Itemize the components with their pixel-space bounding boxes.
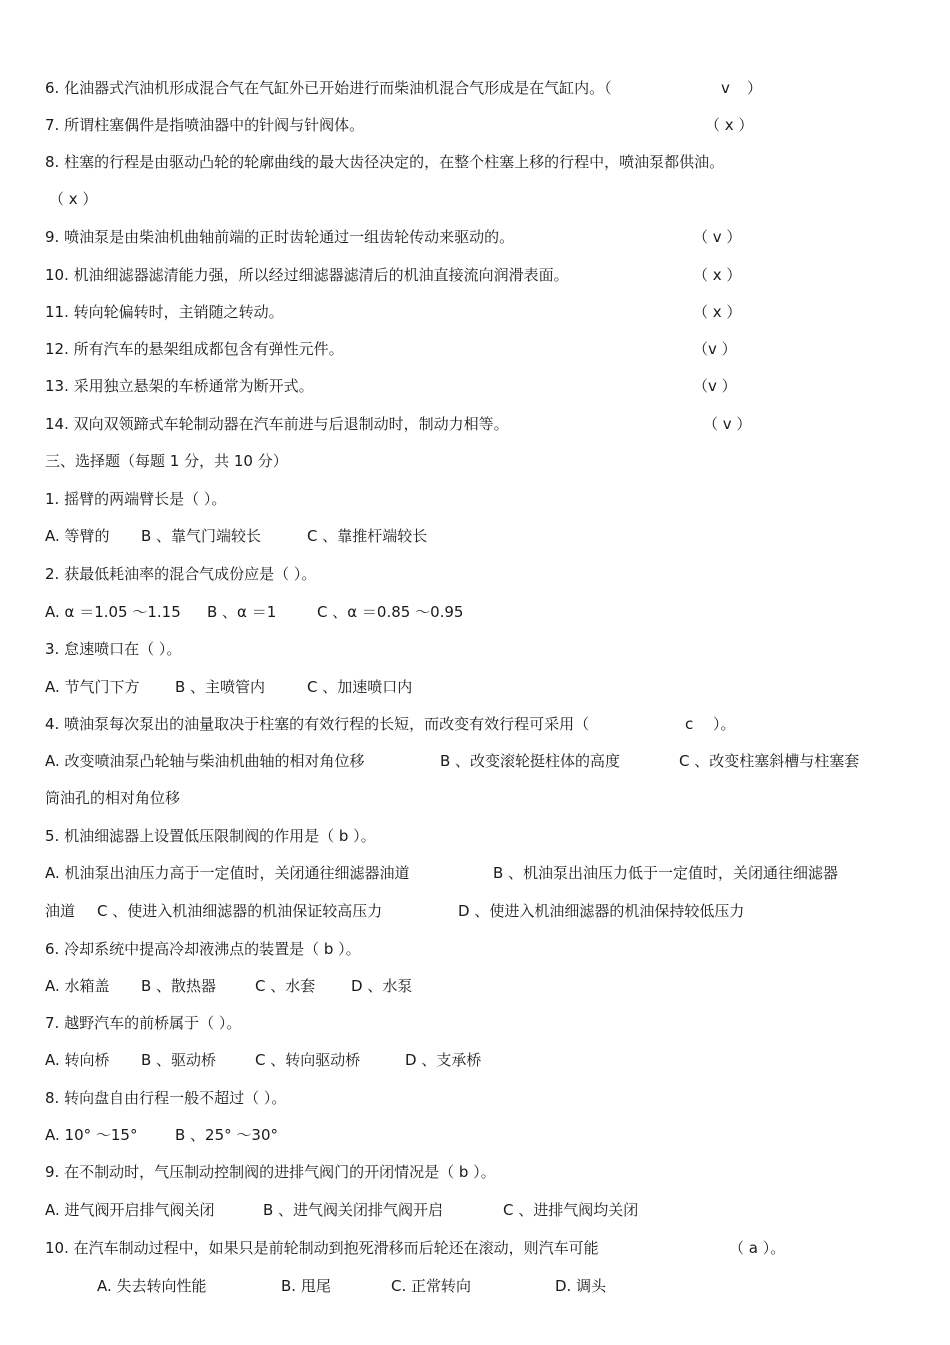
answer-mark: （ v ） (703, 415, 752, 433)
option-c: C 、水套 (255, 977, 316, 995)
option-a: A. 节气门下方 (45, 678, 140, 696)
judgment-item-13 (45, 375, 910, 397)
option-b: B 、进气阀关闭排气阀开启 (263, 1201, 444, 1219)
judgment-item-11 (45, 301, 910, 323)
answer-mark: （ x ） (693, 266, 742, 284)
choice-options-5-cont (45, 900, 910, 922)
option-a: A. 转向桥 (45, 1051, 110, 1069)
judgment-item-7 (45, 114, 910, 136)
answer-mark: （v ） (693, 340, 737, 358)
judgment-item-8 (45, 151, 910, 173)
option-b: B 、25° ～30° (175, 1126, 279, 1144)
answer-mark: （ a ）。 (729, 1239, 786, 1257)
question-text: 10. 在汽车制动过程中，如果只是前轮制动到抱死滑移而后轮还在滚动，则汽车可能 (45, 1239, 599, 1257)
choice-options-5 (45, 862, 910, 884)
judgment-item-10 (45, 264, 910, 286)
option-b: B 、改变滚轮挺柱体的高度 (440, 752, 621, 770)
option-d: D 、使进入机油细滤器的机油保持较低压力 (458, 902, 745, 920)
question-text: 2. 获最低耗油率的混合气成份应是（ ）。 (45, 565, 317, 583)
question-text: 9. 在不制动时，气压制动控制阀的进排气阀门的开闭情况是（ b ）。 (45, 1163, 496, 1181)
question-text: 8. 转向盘自由行程一般不超过（ ）。 (45, 1089, 287, 1107)
answer-bracket: ）。 (713, 715, 736, 733)
option-d: D. 调头 (555, 1277, 607, 1295)
judgment-item-12 (45, 338, 910, 360)
option-b: B 、主喷管内 (175, 678, 266, 696)
question-text: 14. 双向双领蹄式车轮制动器在汽车前进与后退制动时，制动力相等。 (45, 415, 509, 433)
choice-options-4 (45, 750, 910, 772)
choice-options-1 (45, 525, 910, 547)
option-c: C 、使进入机油细滤器的机油保证较高压力 (97, 902, 383, 920)
option-b: B 、机油泵出油压力低于一定值时，关闭通往细滤器 (493, 864, 839, 882)
choice-options-9 (45, 1199, 910, 1221)
answer-mark: （ x ） (49, 190, 98, 208)
option-a: A. 改变喷油泵凸轮轴与柴油机曲轴的相对角位移 (45, 752, 365, 770)
option-c: C. 正常转向 (391, 1277, 472, 1295)
question-text: 3. 怠速喷口在（ ）。 (45, 640, 182, 658)
question-text: 6. 化油器式汽油机形成混合气在气缸外已开始进行而柴油机混合气形成是在气缸内。（ (45, 79, 612, 97)
option-a: A. 进气阀开启排气阀关闭 (45, 1201, 215, 1219)
judgment-item-14 (45, 413, 910, 435)
choice-question-9 (45, 1161, 910, 1183)
option-a: A. 水箱盖 (45, 977, 110, 995)
option-c: C 、转向驱动桥 (255, 1051, 361, 1069)
choice-question-7 (45, 1012, 910, 1034)
question-text: 9. 喷油泵是由柴油机曲轴前端的正时齿轮通过一组齿轮传动来驱动的。 (45, 228, 515, 246)
option-a: A. 10° ～15° (45, 1126, 138, 1144)
section-title (45, 450, 910, 472)
choice-question-2 (45, 563, 910, 585)
choice-question-4 (45, 713, 910, 735)
judgment-item-8-answer (45, 188, 910, 210)
option-a: A. 失去转向性能 (97, 1277, 207, 1295)
answer-mark: （v ） (693, 377, 737, 395)
choice-options-8 (45, 1124, 910, 1146)
option-c: C 、α ＝0.85 ～0.95 (317, 603, 464, 621)
option-b: B 、散热器 (141, 977, 217, 995)
question-text: 11. 转向轮偏转时，主销随之转动。 (45, 303, 284, 321)
choice-options-7 (45, 1049, 910, 1071)
option-c-continued: 筒油孔的相对角位移 (45, 789, 181, 807)
judgment-item-9 (45, 226, 910, 248)
choice-question-5 (45, 825, 910, 847)
option-b-continued: 油道 (45, 902, 76, 920)
option-b: B 、驱动桥 (141, 1051, 217, 1069)
choice-question-6 (45, 938, 910, 960)
choice-options-6 (45, 975, 910, 997)
option-c: C 、改变柱塞斜槽与柱塞套 (679, 752, 860, 770)
question-text: 13. 采用独立悬架的车桥通常为断开式。 (45, 377, 314, 395)
answer-bracket: ） (747, 79, 763, 97)
choice-options-3 (45, 676, 910, 698)
answer-mark: （ v ） (693, 228, 742, 246)
option-a: A. 机油泵出油压力高于一定值时，关闭通往细滤器油道 (45, 864, 410, 882)
question-text: 4. 喷油泵每次泵出的油量取决于柱塞的有效行程的长短，而改变有效行程可采用（ (45, 715, 590, 733)
option-d: D 、支承桥 (405, 1051, 482, 1069)
choice-options-2 (45, 601, 910, 623)
option-b: B 、靠气门端较长 (141, 527, 262, 545)
option-c: C 、靠推杆端较长 (307, 527, 428, 545)
question-text: 12. 所有汽车的悬架组成都包含有弹性元件。 (45, 340, 344, 358)
choice-question-8 (45, 1087, 910, 1109)
option-d: D 、水泵 (351, 977, 413, 995)
option-b: B 、α ＝1 (207, 603, 277, 621)
question-text: 7. 所谓柱塞偶件是指喷油器中的针阀与针阀体。 (45, 116, 365, 134)
question-text: 10. 机油细滤器滤清能力强，所以经过细滤器滤清后的机油直接流向润滑表面。 (45, 266, 569, 284)
judgment-item-6 (45, 77, 910, 99)
question-text: 5. 机油细滤器上设置低压限制阀的作用是（ b ）。 (45, 827, 376, 845)
question-text: 8. 柱塞的行程是由驱动凸轮的轮廓曲线的最大齿径决定的，在整个柱塞上移的行程中，喷油泵都供油。 (45, 153, 725, 171)
choice-question-3 (45, 638, 910, 660)
option-c: C 、进排气阀均关闭 (503, 1201, 639, 1219)
choice-question-10 (45, 1237, 910, 1259)
option-a: A. α ＝1.05 ～1.15 (45, 603, 181, 621)
choice-options-10 (45, 1275, 910, 1297)
answer-mark: v (721, 79, 730, 97)
option-b: B. 甩尾 (281, 1277, 331, 1295)
question-text: 1. 摇臂的两端臂长是（ ）。 (45, 490, 227, 508)
answer-mark: （ x ） (705, 116, 754, 134)
question-text: 7. 越野汽车的前桥属于（ ）。 (45, 1014, 242, 1032)
choice-question-1 (45, 488, 910, 510)
option-c: C 、加速喷口内 (307, 678, 413, 696)
choice-options-4-cont (45, 787, 910, 809)
answer-mark: （ x ） (693, 303, 742, 321)
option-a: A. 等臂的 (45, 527, 110, 545)
question-text: 6. 冷却系统中提高冷却液沸点的装置是（ b ）。 (45, 940, 361, 958)
answer-mark: c (685, 715, 694, 733)
section-title-text: 三、选择题（每题 1 分，共 10 分） (45, 452, 288, 470)
